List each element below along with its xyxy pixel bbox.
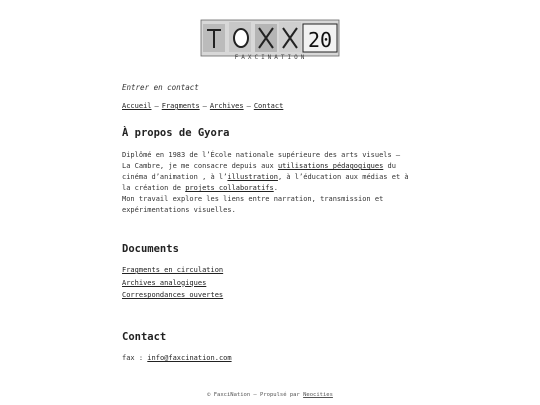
about-text [122,150,412,216]
doc-link-correspondances[interactable]: Correspondances ouvertes [122,291,224,299]
nav-link-archives[interactable]: Archives [209,102,244,110]
list-item [122,291,223,304]
about-text-part-2: Mon travail explore les liens entre narration, transmission et expérimentations visuelles. [122,195,384,214]
nav-separator: – [202,102,207,110]
nav-link-contact[interactable]: Contact [253,102,284,110]
documents-list [122,266,223,304]
list-item [122,279,223,292]
about-text-part: du cinéma d’animation , à l’ [122,162,396,181]
email-link[interactable]: info@faxcination.com [147,354,232,362]
tagline: Entrer en contact [122,83,199,92]
about-text-part: . [273,184,278,192]
contact-prefix: fax : [122,354,148,362]
about-text-part: , à l’éducation aux médias et à la création de [122,173,409,192]
about-heading: À propos de Gyora [122,127,230,139]
nav-separator: – [246,102,251,110]
about-text-part: Diplômé en 1983 de l’École nationale supérieure des arts visuels — La Cambre, je me consacre depuis aux [122,151,401,170]
link-illustration[interactable]: illustration [227,173,278,181]
breadcrumb-nav [122,102,283,110]
nav-link-fragments[interactable]: Fragments [161,102,200,110]
logo-number: 20 [307,28,333,52]
footer-link-neocities[interactable]: Neocities [303,392,333,398]
documents-heading: Documents [122,243,179,255]
nav-separator: – [154,102,159,110]
footer-text: © FaxciNation — Propulsé par [207,392,304,398]
link-projets-collaboratifs[interactable]: projets collaboratifs [185,184,274,192]
footer [0,392,540,398]
list-item [122,266,223,279]
contact-line [122,354,232,362]
logo-subtitle: FAXCINATION [234,54,308,61]
doc-link-fragments[interactable]: Fragments en circulation [122,266,224,274]
contact-heading: Contact [122,331,167,343]
doc-link-archives[interactable]: Archives analogiques [122,278,207,287]
nav-link-accueil[interactable]: Accueil [122,102,152,110]
link-utilisations-pedagogiques[interactable]: utilisations pédagogiques [277,162,384,170]
